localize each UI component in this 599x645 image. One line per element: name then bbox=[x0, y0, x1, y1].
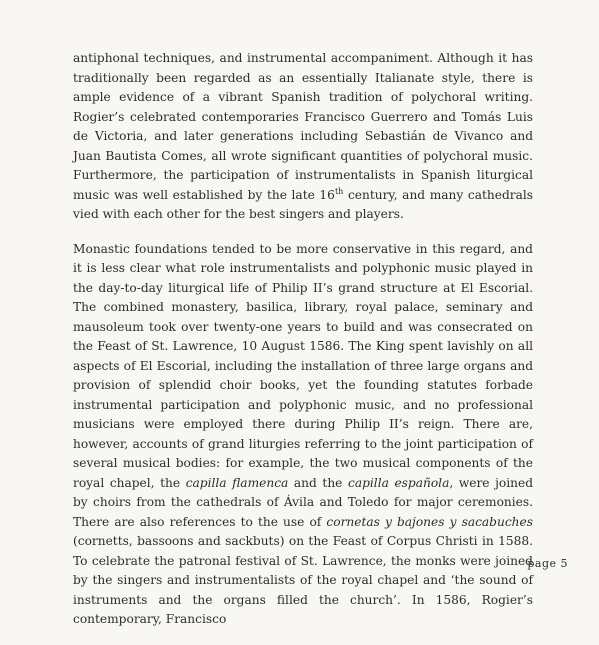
paragraph bbox=[73, 240, 533, 630]
paragraph-text: century, and many cathedrals vied with each other for the best singers and players. bbox=[73, 187, 534, 221]
page-body bbox=[73, 49, 533, 645]
page-number: page 5 bbox=[527, 557, 568, 570]
paragraph-text: and the bbox=[288, 475, 348, 490]
paragraph-text: (cornetts, bassoons and sackbuts) on the Feast of Corpus Christi in 1588. To celebrate the patronal festival of St. Lawrence, the monks were joined by the singers and instrumentalists of the royal chapel and ‘the sound of instruments and the organs filled the church’. In 1586, Rogier’s contemporary, Francisco bbox=[73, 534, 533, 626]
paragraph-text: , were joined by choirs from the cathedrals of Ávila and Toledo for major ceremonies. There are also references to the use of bbox=[73, 475, 534, 529]
italic-term: capilla flamenca bbox=[185, 475, 289, 490]
italic-term: cornetas y bajones y sacabuches bbox=[326, 514, 533, 529]
paragraph bbox=[73, 49, 533, 225]
paragraph-text: antiphonal techniques, and instrumental accompaniment. Although it has traditionally been regarded as an essentially Italianate style, there is ample evidence of a vibrant Spanish tradition of polychoral writing. Rogier’s celebrated contemporaries Francisco Guerrero and Tomás Luis de Victoria, and later generations including Sebastián de Vivanco and Juan Bautista Comes, all wrote significant quantities of polychoral music. Furthermore, the participation of instrumentalists in Spanish liturgical music was well established by the late 16 bbox=[73, 51, 533, 202]
paragraph-text: Monastic foundations tended to be more conservative in this regard, and it is less clear what role instrumentalists and polyphonic music played in the day-to-day liturgical life of Philip II’s grand structure at El Escorial. The combined monastery, basilica, library, royal palace, seminary and mausoleum took over twenty-one years to build and was consecrated on the Feast of St. Lawrence, 10 August 1586. The King spent lavishly on all aspects of El Escorial, including the installation of three large organs and provision of splendid choir books, yet the founding statutes forbade instrumental participation and polyphonic music, and no professional musicians were employed there during Philip II’s reign. There are, however, accounts of grand liturgies referring to the joint participation of several musical bodies: for example, the two musical components of the royal chapel, the bbox=[73, 241, 533, 490]
italic-term: capilla española bbox=[348, 475, 450, 490]
superscript: th bbox=[334, 186, 344, 196]
